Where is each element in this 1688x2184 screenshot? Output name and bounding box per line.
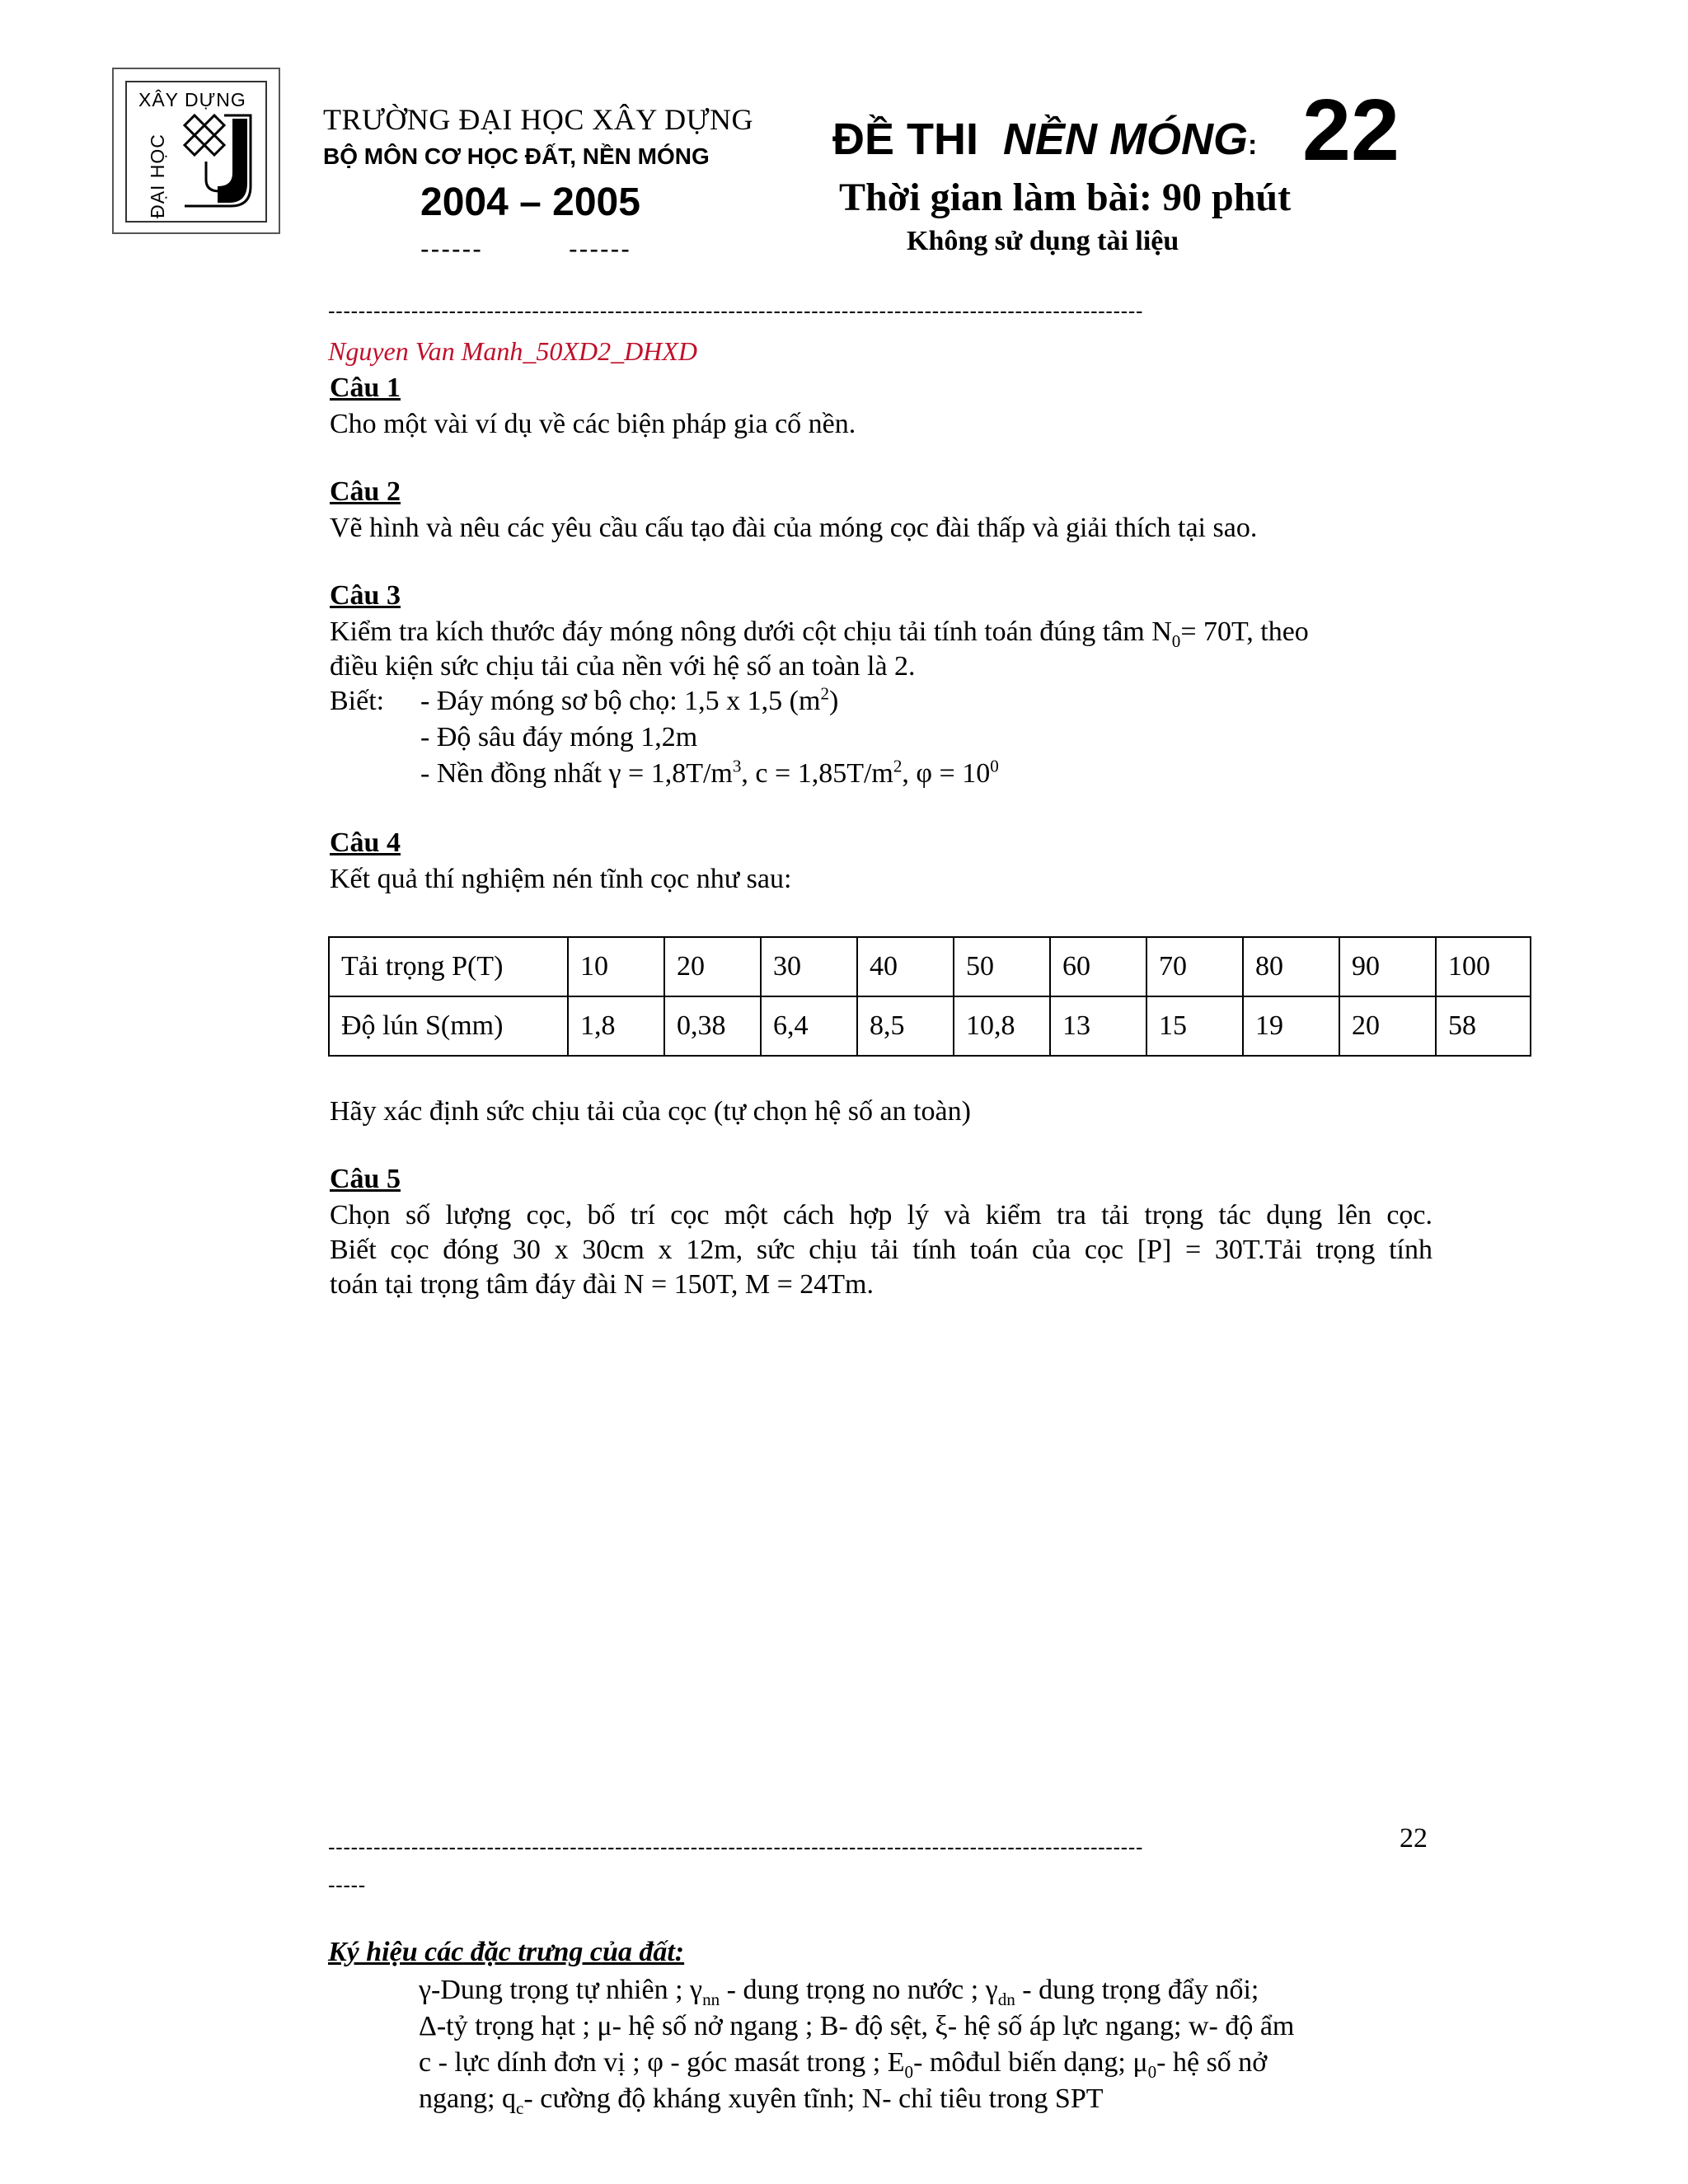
table-row-load [329,937,1531,996]
symbols-line-2: Δ-tỷ trọng hạt ; μ- hệ số nở ngang ; B- độ sệt, ξ- hệ số áp lực ngang; w- độ ẩm [419,2011,1295,2041]
table-cell: 70 [1146,937,1243,996]
exam-title [832,114,1257,165]
footer-separator: ------------------------------------------------------------------------------------------------------------ [328,1835,1144,1859]
table-cell: 50 [954,937,1050,996]
table-cell: 10 [568,937,664,996]
university-logo [112,68,280,234]
table-row-header-settlement: Độ lún S(mm) [329,996,568,1056]
exam-title-colon: : [1248,129,1258,161]
question-1-label: Câu 1 [330,373,401,403]
table-cell: 15 [1146,996,1243,1056]
table-cell: 0,38 [664,996,761,1056]
logo-frame [125,81,267,223]
table-cell: 100 [1436,937,1531,996]
author-note: Nguyen Van Manh_50XD2_DHXD [328,336,697,366]
exam-duration: Thời gian làm bài: 90 phút [839,176,1292,219]
page-number: 22 [1400,1823,1428,1854]
exam-number: 22 [1302,82,1400,179]
question-3-given-label: Biết: [330,686,385,716]
table-cell: 1,8 [568,996,664,1056]
exam-subject: NỀN MÓNG [1003,115,1249,164]
table-cell: 6,4 [761,996,857,1056]
no-materials-note: Không sử dụng tài liệu [907,226,1179,256]
table-cell: 13 [1050,996,1146,1056]
logo-emblem-icon [127,82,269,224]
question-4-ask: Hãy xác định sức chịu tải của cọc (tự chọn hệ số an toàn) [330,1096,971,1127]
symbols-line-4: ngang; $q_c-$ cường độ kháng xuyên tĩnh; N- chỉ tiêu trong SPT [419,2083,1104,2118]
table-cell: 10,8 [954,996,1050,1056]
table-cell: 20 [1339,996,1436,1056]
pile-load-test-table [328,936,1531,1057]
symbols-line-3: c - lực dính đơn vị ; φ - góc masát trong ; $E_0-$ môđul biến dạng; $\mu_0-$ hệ số nở [419,2047,1268,2082]
table-row-header-load: Tải trọng P(T) [329,937,568,996]
footer-separator-tail: ----- [328,1872,366,1897]
table-cell: 40 [857,937,954,996]
question-3-line-1: Kiểm tra kích thước đáy móng nông dưới cột chịu tải tính toán đúng tâm $N_0= 70T$, theo [330,616,1309,651]
table-cell: 58 [1436,996,1531,1056]
table-cell: 80 [1243,937,1339,996]
table-cell: 8,5 [857,996,954,1056]
table-cell: 30 [761,937,857,996]
table-cell: 60 [1050,937,1146,996]
table-cell: 90 [1339,937,1436,996]
year-underline-right: ------ [569,234,631,264]
question-5-line-2: Biết cọc đóng 30 x 30cm x 12m, sức chịu tải tính toán của cọc [P] = 30T.Tải trọng tính [330,1235,1432,1265]
question-4-label: Câu 4 [330,827,401,858]
question-3-given-3: - Nền đồng nhất $\gamma = 1,8T/m^3$, $c = 1,85T/m^2$, $\varphi = 10^0$ [420,756,999,789]
question-3-given-2: - Độ sâu đáy móng 1,2m [420,722,698,752]
table-cell: 20 [664,937,761,996]
logo-side-text: ĐẠI HỌC [146,134,168,218]
exam-title-prefix: ĐỀ THI [832,115,979,164]
year-underline-left: ------ [420,234,483,264]
question-5-line-3: toán tại trọng tâm đáy đài N = 150T, M = 24Tm. [330,1269,874,1300]
question-3-line-2: điều kiện sức chịu tải của nền với hệ số an toàn là 2. [330,651,916,682]
symbols-title: Ký hiệu các đặc trưng của đất: [328,1937,685,1967]
question-3-label: Câu 3 [330,580,401,611]
question-2-text: Vẽ hình và nêu các yêu cầu cấu tạo đài của móng cọc đài thấp và giải thích tại sao. [330,513,1258,543]
symbols-line-1: γ-Dung trọng tự nhiên ; $\gamma_{nn}$ - dung trọng no nước ; $\gamma_{dn}$ - dung trọng đẩy nổi; [419,1975,1259,2009]
question-5-line-1: Chọn số lượng cọc, bố trí cọc một cách hợp lý và kiểm tra tải trọng tác dụng lên cọc. [330,1200,1432,1230]
question-3-given-1: - Đáy móng sơ bộ chọ: 1,5 x 1,5 $(m^2)$ [420,683,839,716]
header-separator: ------------------------------------------------------------------------------------------------------------ [328,298,1144,323]
question-4-text: Kết quả thí nghiệm nén tĩnh cọc như sau: [330,864,792,894]
school-name: TRƯỜNG ĐẠI HỌC XÂY DỰNG [323,103,754,136]
table-cell: 19 [1243,996,1339,1056]
question-2-label: Câu 2 [330,476,401,507]
question-5-label: Câu 5 [330,1164,401,1194]
table-row-settlement [329,996,1531,1056]
question-1-text: Cho một vài ví dụ về các biện pháp gia cố nền. [330,409,856,439]
academic-year: 2004 – 2005 [420,180,640,224]
department-name: BỘ MÔN CƠ HỌC ĐẤT, NỀN MÓNG [323,143,710,169]
logo-top-text: XÂY DỰNG [138,89,246,110]
